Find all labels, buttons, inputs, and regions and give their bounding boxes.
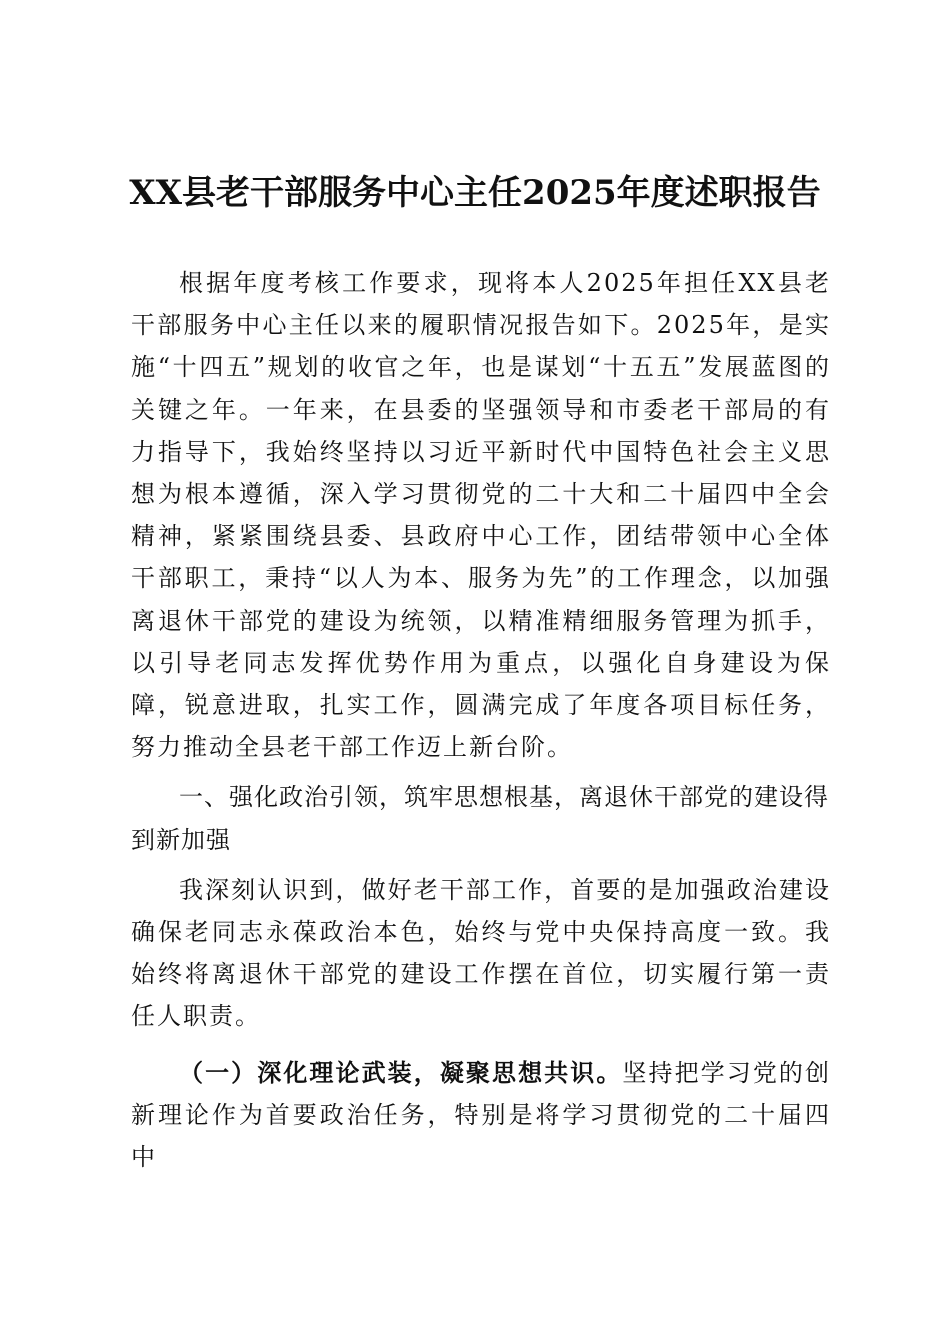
- subsection-1-paragraph: [131, 1052, 831, 1179]
- document-title: XX县老干部服务中心主任2025年度述职报告: [129, 173, 821, 213]
- section-1-paragraph: 我深刻认识到，做好老干部工作，首要的是加强政治建设确保老同志永葆政治本色，始终与党中央保持高度一致。我始终将离退休干部党的建设工作摆在首位，切实履行第一责任人职责。: [131, 875, 831, 1031]
- subsection-1-lead: （一）深化理论武装，凝聚思想共识。: [179, 1058, 623, 1087]
- section-1-heading: 一、强化政治引领，筑牢思想根基，离退休干部党的建设得到新加强: [131, 783, 829, 854]
- intro-paragraph: 根据年度考核工作要求，现将本人2025年担任XX县老干部服务中心主任以来的履职情况报告如下。2025年，是实施“十四五”规划的收官之年，也是谋划“十五五”发展蓝图的关键之年。一年来，在县委的坚强领导和市委老干部局的有力指导下，我始终坚持以习近平新时代中国特色社会主义思想为根本遵循，深入学习贯彻党的二十大和二十届四中全会精神，紧紧围绕县委、县政府中心工作，团结带领中心全体干部职工，秉持“以人为本、服务为先”的工作理念，以加强离退休干部党的建设为统领，以精准精细服务管理为抓手，以引导老同志发挥优势作用为重点，以强化自身建设为保障，锐意进取，扎实工作，圆满完成了年度各项目标任务，努力推动全县老干部工作迈上新台阶。: [131, 269, 831, 762]
- document-body: [131, 262, 831, 1178]
- subsection-1-text: 坚持把学习党的创新理论作为首要政治任务，特别是将学习贯彻党的二十届四中: [131, 1058, 832, 1172]
